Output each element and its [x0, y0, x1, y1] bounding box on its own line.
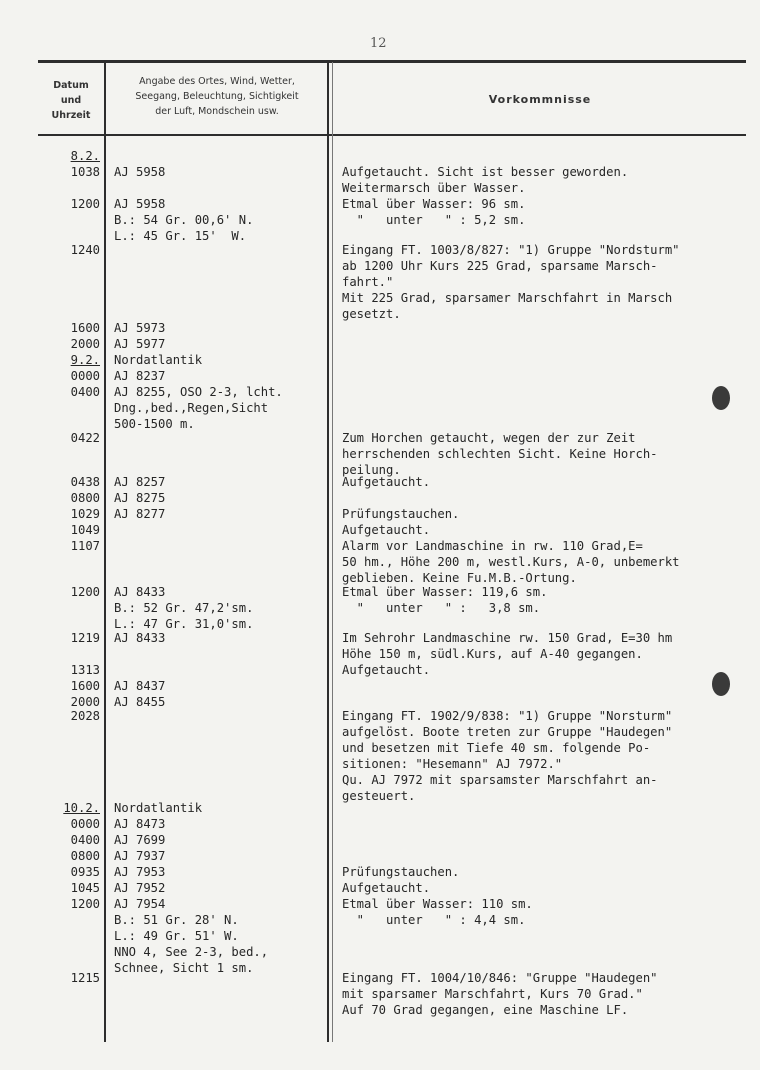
header-date-time: Datum und Uhrzeit [51, 80, 91, 121]
entry-event: Aufgetaucht. [342, 881, 431, 895]
punch-hole [712, 672, 730, 696]
entry-location: AJ 5977 [114, 337, 166, 351]
entry-time: 0000 [70, 369, 100, 383]
entry-event: Eingang FT. 1003/8/827: "1) Gruppe "Nordsturm" ab 1200 Uhr Kurs 225 Grad, sparsame Marsch- fahrt." Mit 225 Grad, sparsamer Marschfahrt in Marsch gesetzt. [342, 243, 680, 321]
page-number: 12 [370, 36, 387, 51]
entry-time: 1200 [70, 897, 100, 911]
header-events: Vorkommnisse [488, 93, 592, 106]
entry-time: 1038 [70, 165, 100, 179]
entry-location: AJ 8275 [114, 491, 166, 505]
entry-time: 1049 [70, 523, 100, 537]
entry-time: 1215 [70, 971, 100, 985]
entry-time: 1600 [70, 679, 100, 693]
entry-time: 1219 [70, 631, 100, 645]
entry-event: Aufgetaucht. Sicht ist besser geworden. Weitermarsch über Wasser. [342, 165, 629, 195]
column-divider-2 [327, 62, 329, 1042]
entry-time: 2000 [70, 695, 100, 709]
entry-location: AJ 8473 [114, 817, 166, 831]
entry-event: Etmal über Wasser: 110 sm. " unter " : 4,4 sm. [342, 897, 533, 927]
entry-time: 0935 [70, 865, 100, 879]
entry-location: AJ 8237 [114, 369, 166, 383]
entry-location: AJ 7952 [114, 881, 166, 895]
column-divider-2b [332, 62, 333, 1042]
entry-event: Im Sehrohr Landmaschine rw. 150 Grad, E=30 hm Höhe 150 m, südl.Kurs, auf A-40 gegangen. Aufgetaucht. [342, 631, 673, 677]
entry-location: Nordatlantik [114, 801, 203, 815]
entry-event: Prüfungstauchen. [342, 507, 460, 521]
entry-location: AJ 8437 [114, 679, 166, 693]
entry-location: AJ 8433 [114, 631, 166, 645]
entry-event: Eingang FT. 1902/9/838: "1) Gruppe "Norsturm" aufgelöst. Boote treten zur Gruppe "Haudegen" und besetzen mit Tiefe 40 sm. folgende Po- sitionen: "Hesemann" AJ 7972." Qu. AJ 7972 mit sparsamster Marschfahrt an- gesteuert. [342, 709, 673, 803]
entry-event: Aufgetaucht. [342, 523, 431, 537]
entry-location: AJ 7937 [114, 849, 166, 863]
entry-time: 0438 [70, 475, 100, 489]
entry-event: Etmal über Wasser: 119,6 sm. " unter " : 3,8 sm. [342, 585, 548, 615]
entry-time: 1107 [70, 539, 100, 553]
entry-location: AJ 7953 [114, 865, 166, 879]
entry-event: Prüfungstauchen. [342, 865, 460, 879]
entry-location: AJ 5973 [114, 321, 166, 335]
entry-location: AJ 5958 B.: 54 Gr. 00,6' N. L.: 45 Gr. 15' W. [114, 197, 254, 243]
header-divider [38, 134, 746, 136]
entry-event: Eingang FT. 1004/10/846: "Gruppe "Haudegen" mit sparsamer Marschfahrt, Kurs 70 Grad." Auf 70 Grad gegangen, eine Maschine LF. [342, 971, 658, 1017]
punch-hole [712, 386, 730, 410]
entry-time: 0000 [70, 817, 100, 831]
entry-time: 9.2. [70, 353, 100, 367]
entry-location: AJ 8455 [114, 695, 166, 709]
entry-time: 0800 [70, 491, 100, 505]
entry-time: 0400 [70, 833, 100, 847]
entry-time: 2000 [70, 337, 100, 351]
entry-time: 0422 [70, 431, 100, 445]
entry-location: AJ 8257 [114, 475, 166, 489]
entry-event: Etmal über Wasser: 96 sm. " unter " : 5,2 sm. [342, 197, 526, 227]
entry-time: 10.2. [63, 801, 100, 815]
entry-time: 0800 [70, 849, 100, 863]
entry-time: 1200 [70, 585, 100, 599]
entry-location: AJ 8255, OSO 2-3, lcht. Dng.,bed.,Regen,Sicht 500-1500 m. [114, 385, 283, 431]
entry-event: Aufgetaucht. [342, 475, 431, 489]
entry-location: AJ 7954 B.: 51 Gr. 28' N. L.: 49 Gr. 51' W. NNO 4, See 2-3, bed., Schnee, Sicht 1 sm. [114, 897, 269, 975]
entry-time: 8.2. [70, 149, 100, 163]
entry-time: 1200 [70, 197, 100, 211]
entry-location: AJ 5958 [114, 165, 166, 179]
entry-time: 1029 [70, 507, 100, 521]
entry-event: Zum Horchen getaucht, wegen der zur Zeit herrschenden schlechten Sicht. Keine Horch- peilung. [342, 431, 658, 477]
entry-location: Nordatlantik [114, 353, 203, 367]
header-location-weather: Angabe des Ortes, Wind, Wetter, Seegang, Beleuchtung, Sichtigkeit der Luft, Mondschein usw. [135, 76, 299, 117]
column-divider-1 [104, 62, 106, 1042]
entry-event: Alarm vor Landmaschine in rw. 110 Grad,E= 50 hm., Höhe 200 m, westl.Kurs, A-0, unbemerkt geblieben. Keine Fu.M.B.-Ortung. [342, 539, 680, 585]
entry-time: 2028 [70, 709, 100, 723]
entry-time: 1045 [70, 881, 100, 895]
entry-location: AJ 8277 [114, 507, 166, 521]
entry-time: 1240 [70, 243, 100, 257]
entry-location: AJ 8433 B.: 52 Gr. 47,2'sm. L.: 47 Gr. 31,0'sm. [114, 585, 254, 631]
top-border [38, 60, 746, 63]
entry-time: 0400 [70, 385, 100, 399]
entry-time: 1313 [70, 663, 100, 677]
entry-location: AJ 7699 [114, 833, 166, 847]
entry-time: 1600 [70, 321, 100, 335]
